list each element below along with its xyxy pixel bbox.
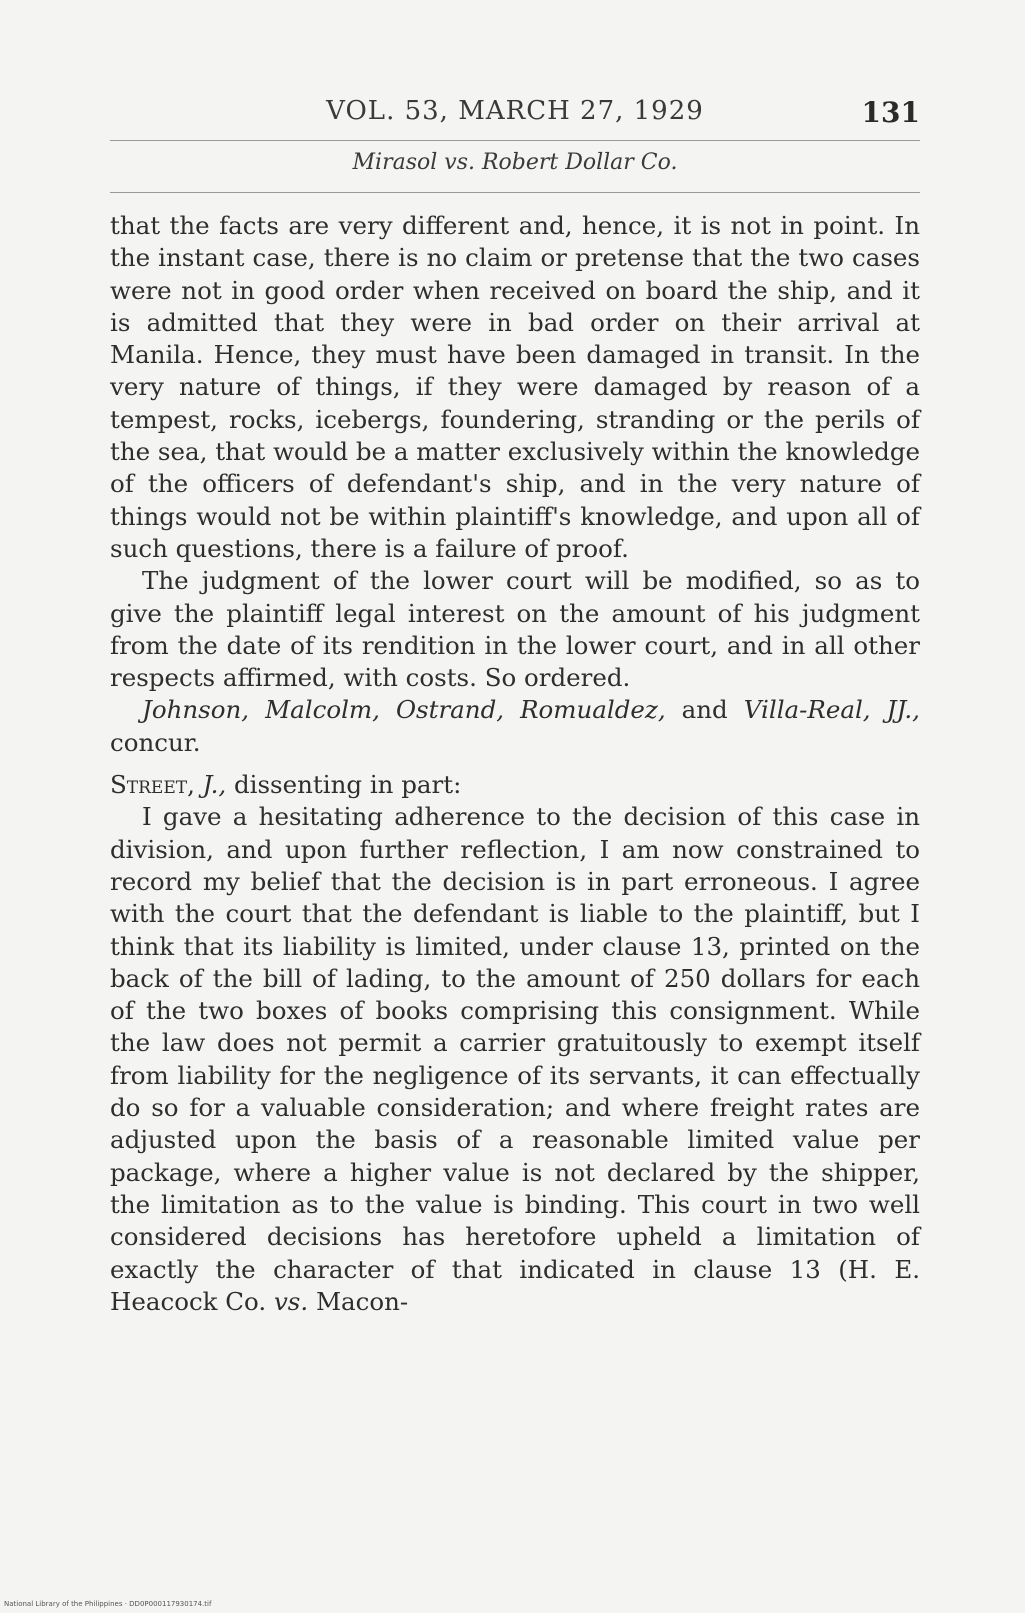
paragraph-dissent <box>110 801 920 1318</box>
concur-and: and <box>665 695 744 725</box>
concurring-justices: Johnson, Malcolm, Ostrand, Romualdez, <box>142 695 666 725</box>
dissent-vs: vs. <box>273 1286 309 1316</box>
header-rule-bottom <box>110 192 920 193</box>
dissent-text-end: Macon- <box>308 1286 409 1316</box>
page-number: 131 <box>861 96 920 129</box>
dissent-tail: dissenting in part: <box>226 770 462 800</box>
header-rule-top <box>110 140 920 141</box>
running-head: VOL. 53, MARCH 27, 1929 <box>326 96 704 126</box>
dissenting-justice: Street, <box>110 770 195 800</box>
scan-credit: National Library of the Philippines · DD0P000117930174.tif <box>4 1600 212 1608</box>
concur-tail: concur. <box>110 727 201 757</box>
paragraph-continuation: that the facts are very different and, hence, it is not in point. In the instant case, there is no claim or pretense that the two cases were not in good order when received on board the ship, and it is admitted that they were in bad order on their arrival at Manila. Hence, they must have been damaged in transit. In the very nature of things, if they were damaged by reason of a tempest, rocks, icebergs, foundering, stranding or the perils of the sea, that would be a matter exclusively within the knowledge of the officers of defendant's ship, and in the very nature of things would not be within plaintiff's knowledge, and upon all of such questions, there is a failure of proof. <box>110 211 920 563</box>
concurring-justice-last: Villa-Real, <box>743 695 871 725</box>
concur-jj: JJ., <box>886 695 920 725</box>
dissent-heading <box>110 769 920 801</box>
body-text <box>110 210 920 1318</box>
dissent-j: J., <box>202 770 227 800</box>
concurrence-line <box>110 694 920 759</box>
case-title: Mirasol vs. Robert Dollar Co. <box>352 150 678 175</box>
dissent-text: I gave a hesitating adherence to the decision of this case in division, and upon further reflection, I am now constrained to record my belief that the decision is in part erroneous. I agree with the court that the defendant is liable to the plaintiff, but I think that its liability is limited, under clause 13, printed on the back of the bill of lading, to the amount of 250 dollars for each of the two boxes of books comprising this consignment. While the law does not permit a carrier gratuitously to exempt itself from liability for the negligence of its servants, it can effectually do so for a valuable consideration; and where freight rates are adjusted upon the basis of a reasonable limited value per package, where a higher value is not declared by the shipper, the limitation as to the value is binding. This court in two well considered decisions has heretofore upheld a limitation of exactly the character of that indicated in clause 13 (H. E. Heacock Co. <box>110 802 920 1316</box>
paragraph-judgment: The judgment of the lower court will be modified, so as to give the plaintiff legal interest on the amount of his judgment from the date of its rendition in the lower court, and in all other respects affirmed, with costs. So ordered. <box>110 566 920 693</box>
page-header <box>110 96 920 136</box>
